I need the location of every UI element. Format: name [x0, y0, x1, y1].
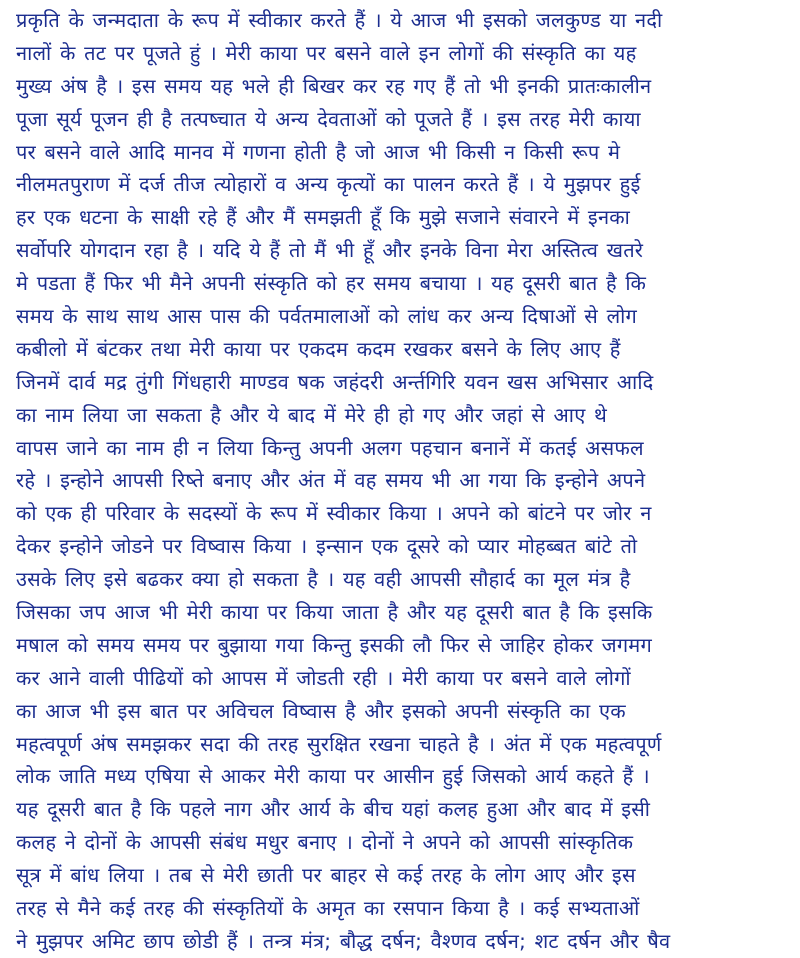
- text-line: लोक जाति मध्य एषिया से आकर मेरी काया पर आसीन हुई जिसको आर्य कहते हैं ।: [16, 764, 650, 789]
- text-line: मुख्य अंष है । इस समय यह भले ही बिखर कर रह गए हैं तो भी इनकी प्रातःकालीन: [16, 73, 652, 98]
- text-line: सर्वोपरि योगदान रहा है । यदि ये हैं तो मैं भी हूँ और इनके विना मेरा अस्तित्व खतरे: [16, 238, 644, 263]
- text-line: ने मुझपर अमिट छाप छोडी हैं । तन्त्र मंत्र; बौद्ध दर्षन; वैश्णव दर्षन; शट दर्षन और षैव: [16, 928, 671, 953]
- text-line: को एक ही परिवार के सदस्यों के रूप में स्वीकार किया । अपने को बांटने पर जोर न: [16, 501, 652, 526]
- text-line: नालों के तट पर पूजते हुं । मेरी काया पर बसने वाले इन लोगों की संस्कृति का यह: [16, 40, 637, 65]
- text-line: देकर इन्होने जोडने पर विष्वास किया । इन्सान एक दूसरे को प्यार मोहब्बत बांटे तो: [16, 534, 638, 559]
- text-line: प्रकृति के जन्मदाता के रूप में स्वीकार करते हैं । ये आज भी इसको जलकुण्ड या नदी: [16, 8, 663, 32]
- text-line: जिसका जप आज भी मेरी काया पर किया जाता है और यह दूसरी बात है कि इसकि: [16, 600, 653, 625]
- text-line: पूजा सूर्य पूजन ही है तत्पष्चात ये अन्य देवताओं को पूजते हैं । इस तरह मेरी काया: [16, 106, 641, 131]
- text-line: जिनमें दार्व मद्र तुंगी गिंधहारी माण्डव षक जहंदरी अर्न्तगिरि यवन खस अभिसार आदि: [16, 369, 654, 394]
- text-line: वापस जाने का नाम ही न लिया किन्तु अपनी अलग पहचान बनानें में कतई असफल: [16, 435, 644, 460]
- text-line: पर बसने वाले आदि मानव में गणना होती है जो आज भी किसी न किसी रूप मे: [16, 139, 621, 164]
- text-line: का आज भी इस बात पर अविचल विष्वास है और इसको अपनी संस्कृति का एक: [16, 698, 626, 723]
- text-line: यह दूसरी बात है कि पहले नाग और आर्य के बीच यहां कलह हुआ और बाद में इसी: [16, 797, 651, 822]
- text-line: रहे । इन्होने आपसी रिष्ते बनाए और अंत में वह समय भी आ गया कि इन्होने अपने: [16, 468, 646, 493]
- text-line: का नाम लिया जा सकता है और ये बाद में मेरे ही हो गए और जहां से आए थे: [16, 402, 607, 427]
- text-line: मे पडता हैं फिर भी मैने अपनी संस्कृति को हर समय बचाया । यह दूसरी बात है कि: [16, 271, 647, 296]
- text-line: कलह ने दोनों के आपसी संबंध मधुर बनाए । दोनों ने अपने को आपसी सांस्कृतिक: [16, 830, 634, 855]
- document-page: [16, 4, 792, 958]
- text-line: कर आने वाली पीढियों को आपस में जोडती रही । मेरी काया पर बसने वाले लोगों: [16, 665, 631, 690]
- text-line: तरह से मैने कई तरह की संस्कृतियों के अमृत का रसपान किया है । कई सभ्यताओं: [16, 896, 640, 921]
- text-line: महत्वपूर्ण अंष समझकर सदा की तरह सुरक्षित रखना चाहते है । अंत में एक महत्वपूर्ण: [16, 731, 662, 756]
- text-line: उसके लिए इसे बढकर क्या हो सकता है । यह वही आपसी सौहार्द का मूल मंत्र है: [16, 567, 631, 592]
- text-line: सूत्र में बांध लिया । तब से मेरी छाती पर बाहर से कई तरह के लोग आए और इस: [16, 863, 636, 888]
- text-line: मषाल को समय समय पर बुझाया गया किन्तु इसकी लौ फिर से जाहिर होकर जगमग: [16, 632, 652, 657]
- text-line: नीलमतपुराण में दर्ज तीज त्योहारों व अन्य कृत्यों का पालन करते हैं । ये मुझपर हुई: [16, 172, 641, 197]
- text-line: हर एक धटना के साक्षी रहे हैं और मैं समझती हूँ कि मुझे सजाने संवारने में इनका: [16, 205, 630, 230]
- text-line: समय के साथ साथ आस पास की पर्वतमालाओं को लांध कर अन्य दिषाओं से लोग: [16, 304, 637, 329]
- text-line: कबीलो में बंटकर तथा मेरी काया पर एकदम कदम रखकर बसने के लिए आए हैं: [16, 336, 621, 361]
